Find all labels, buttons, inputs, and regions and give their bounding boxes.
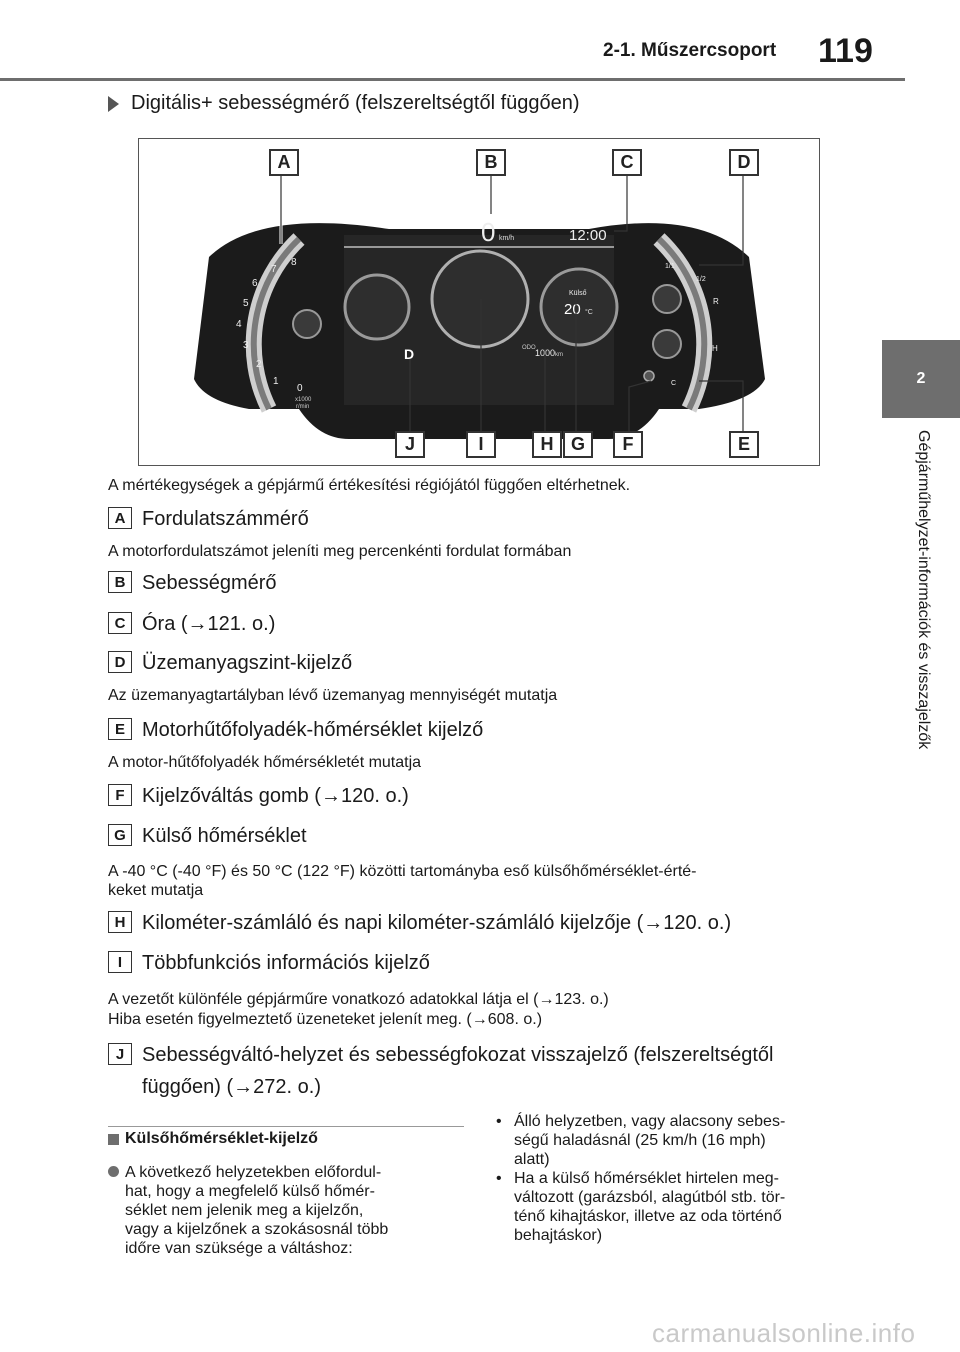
callout-g: G [563,431,593,458]
item-j-text [142,1039,773,1103]
item-d-text: Üzemanyagszint-kijelző [142,652,353,674]
tach-num-2: 2 [256,359,262,370]
tach-unit-x1000: x1000 [295,397,312,403]
callout-j: J [395,431,425,458]
odo-label: ODO [522,345,536,351]
info-divider [108,1126,464,1127]
callout-h: H [532,431,562,458]
item-c [108,608,275,640]
figure-title-text: Digitális+ sebességmérő (felszereltségtől függően) [131,92,580,114]
bullet-2-line-4: behajtáskor) [514,1227,603,1244]
item-j-text-line1: Sebességváltó-helyzet és sebességfokozat visszajelző (felszereltségtől [142,1044,774,1066]
bullet-1-line-3: alatt) [514,1151,550,1168]
item-i-letter: I [108,951,132,973]
circle-bullet-icon [108,1166,119,1177]
item-b-text: Sebességmérő [142,572,277,594]
chapter-tab-number: 2 [882,340,960,418]
bullet-1-line-1: Álló helyzetben, vagy alacsony sebes- [514,1113,786,1130]
callout-c: C [612,149,642,176]
bullet-2-line-3: ténő kihajtáskor, illetve az oda történő [514,1208,782,1225]
para-line-1: A következő helyzetekben előfordul- [125,1164,382,1181]
outside-temp-label: Külső [569,290,587,297]
tach-num-4: 4 [236,319,242,330]
item-f-letter: F [108,784,132,806]
fuel-half-label: 1/2 [696,276,706,283]
tach-num-7: 7 [271,264,277,275]
item-a-desc: A motorfordulatszámot jeleníti meg percenkénti fordulat formában [108,543,572,560]
item-c-letter: C [108,612,132,634]
item-a-letter: A [108,507,132,529]
figure-title [108,92,580,115]
item-c-text: Óra (→121. o.) [142,613,276,635]
item-g [108,820,307,852]
item-j-text-line2: függően) (→272. o.) [142,1076,321,1098]
temp-h-label: H [712,344,718,353]
speed-unit: km/h [499,235,515,242]
callout-d: D [729,149,759,176]
bullet-1-line-2: ségű haladásnál (25 km/h (16 mph) [514,1132,766,1149]
item-e-letter: E [108,718,132,740]
watermark: carmanualsonline.info [652,1318,916,1348]
chapter-tab [882,430,960,860]
item-i-desc-line2: Hiba esetén figyelmeztető üzeneteket jelenít meg. (→608. o.) [108,1011,543,1028]
info-heading [108,1130,318,1148]
multi-info-display [432,251,528,347]
chapter-tab-text: Gépjárműhelyzet-információk és visszajelzők [915,430,932,750]
header-rule [0,78,905,81]
info-bullets [496,1112,866,1245]
item-a [108,503,309,535]
item-i-desc-line1: A vezetőt különféle gépjárműre vonatkozó adatokkal látja el (→123. o.) [108,991,609,1008]
tach-unit-rmin: r/min [296,404,310,410]
display-switch-button [644,371,654,381]
callout-a: A [269,149,299,176]
item-i-text: Többfunkciós információs kijelző [142,952,430,974]
bullet-dot-icon: • [496,1170,502,1187]
item-i [108,947,430,979]
speed-value: 0 [481,217,496,247]
item-d [108,647,352,679]
left-dial [345,275,409,339]
tach-num-8: 8 [291,257,297,268]
item-f-text: Kijelzőváltás gomb (→120. o.) [142,785,409,807]
para-line-4: vagy a kijelzőnek a szokásosnál több [125,1221,389,1238]
clock-value: 12:00 [569,227,607,244]
bullet-2-line-1: Ha a külső hőmérséklet hirtelen meg- [514,1170,780,1187]
outside-temp-unit: °C [585,309,593,316]
item-e [108,714,483,746]
fuel-full-label: 1/1 [665,263,675,270]
odo-value: 1000 [535,348,556,358]
item-h-text: Kilométer-számláló és napi kilométer-számláló kijelzője (→120. o.) [142,912,732,934]
item-f [108,780,409,812]
callout-f: F [613,431,643,458]
bullet-2-line-2: változott (garázsból, alagútból stb. tör- [514,1189,786,1206]
para-line-5: időre van szüksége a váltáshoz: [125,1240,353,1257]
bullet-2 [496,1169,866,1245]
para-line-2: hat, hogy a megfelelő külső hőmér- [125,1183,375,1200]
item-g-desc-line2: keket mutatja [108,882,204,899]
item-e-text: Motorhűtőfolyadék-hőmérséklet kijelző [142,719,484,741]
callout-i: I [466,431,496,458]
item-g-text: Külső hőmérséklet [142,825,307,847]
instrument-cluster-figure [138,138,820,466]
item-j [108,1039,773,1103]
item-d-letter: D [108,651,132,673]
gear-indicator: D [404,346,415,362]
item-b [108,567,277,599]
temp-knob [653,330,681,358]
tach-num-6: 6 [252,278,258,289]
square-bullet-icon [108,1134,119,1145]
page-number: 119 [818,32,873,70]
item-g-letter: G [108,824,132,846]
fuel-knob [653,285,681,313]
info-paragraph [108,1163,468,1258]
item-g-desc-line1: A -40 °C (-40 °F) és 50 °C (122 °F) közötti tartományba eső külsőhőmérséklet-érté- [108,863,697,880]
tach-num-0: 0 [297,383,303,394]
temp-c-label: C [671,380,677,387]
tach-num-1: 1 [273,376,279,387]
info-heading-text: Külsőhőmérséklet-kijelző [125,1130,318,1147]
para-line-3: séklet nem jelenik meg a kijelzőn, [125,1202,364,1219]
item-h-letter: H [108,911,132,933]
item-d-desc: Az üzemanyagtartályban lévő üzemanyag mennyiségét mutatja [108,687,558,704]
bullet-1 [496,1112,866,1169]
triangle-bullet-icon [108,96,119,112]
tach-knob [293,310,321,338]
item-b-letter: B [108,571,132,593]
cluster-illustration [139,139,819,465]
units-note: A mértékegységek a gépjármű értékesítési régiójától függően eltérhetnek. [108,477,631,494]
callout-e: E [729,431,759,458]
item-h [108,907,731,939]
fuel-r-label: R [713,297,719,306]
item-j-letter: J [108,1043,132,1065]
tach-num-5: 5 [243,298,249,309]
item-a-text: Fordulatszámmérő [142,508,309,530]
outside-temp-value: 20 [564,301,581,318]
bullet-dot-icon: • [496,1113,502,1130]
odo-unit: km [555,352,563,358]
section-title: 2-1. Műszercsoport [603,40,777,61]
item-e-desc: A motor-hűtőfolyadék hőmérsékletét mutatja [108,754,422,771]
tach-num-3: 3 [243,340,249,351]
callout-b: B [476,149,506,176]
